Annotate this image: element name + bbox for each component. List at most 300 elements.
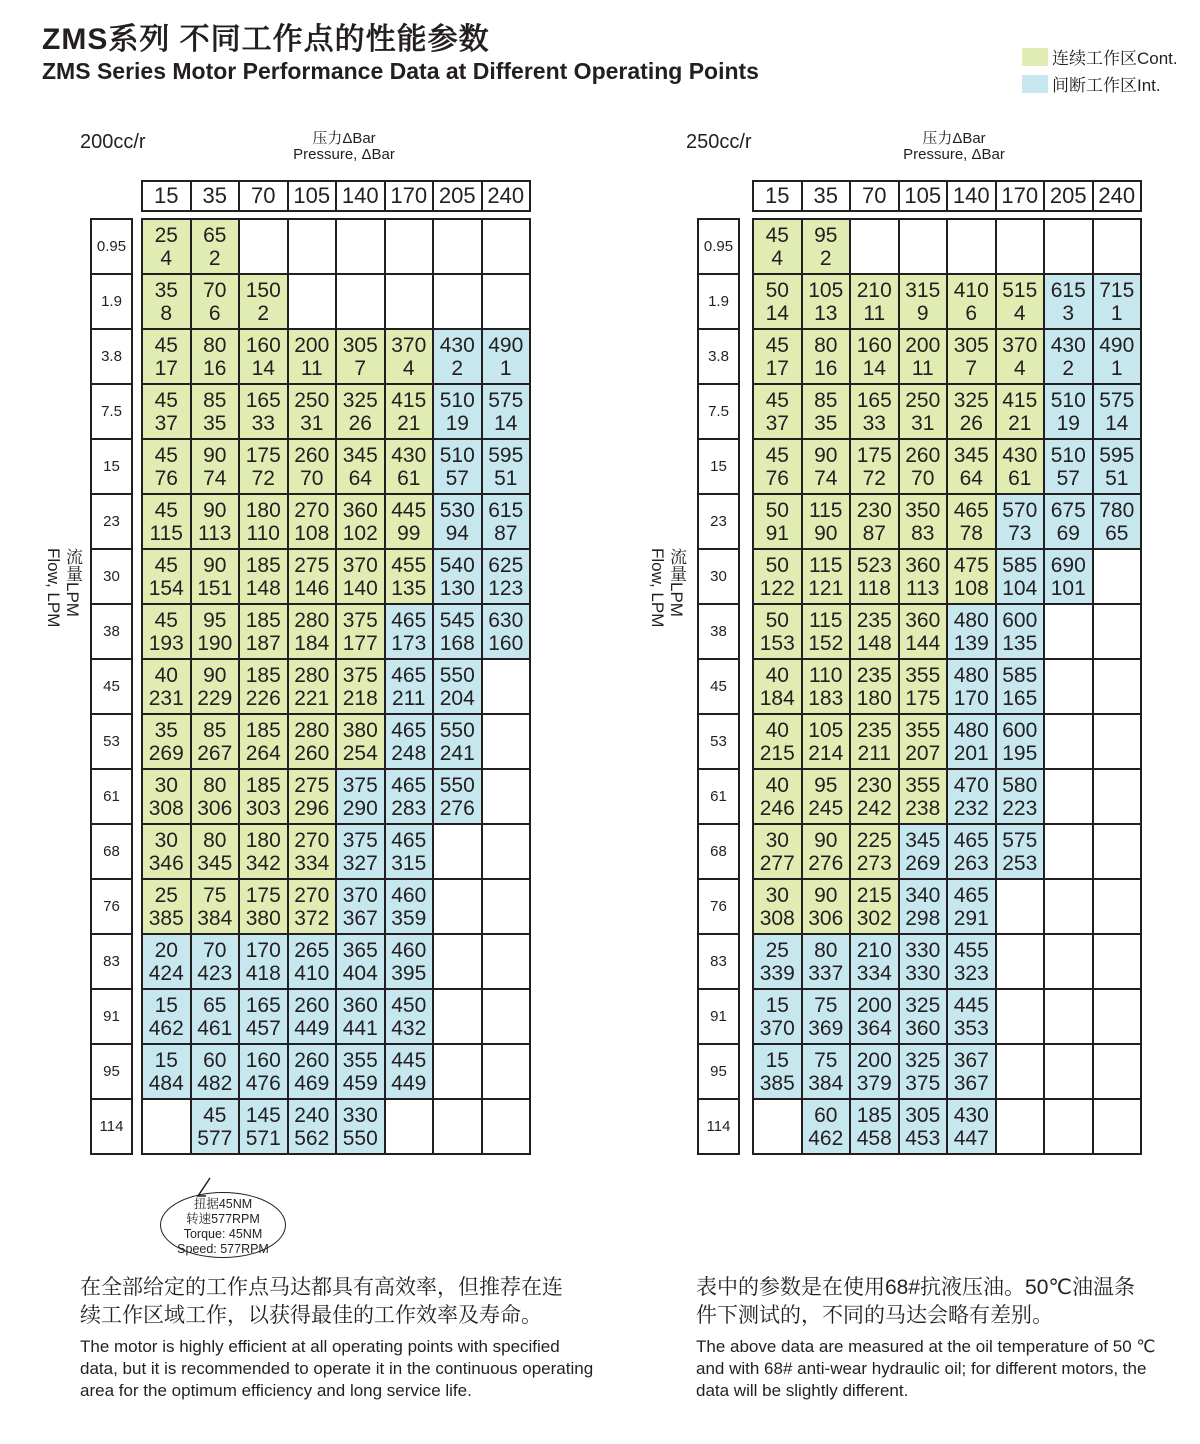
data-cell (239, 219, 288, 274)
torque-value: 45 (765, 223, 789, 247)
torque-value: 15 (765, 1048, 789, 1072)
torque-value: 375 (342, 773, 378, 797)
data-cell (899, 769, 948, 824)
torque-value: 60 (203, 1048, 227, 1072)
table-row (142, 329, 530, 384)
torque-value: 40 (765, 773, 789, 797)
data-cell (996, 549, 1045, 604)
speed-value: 135 (1002, 631, 1038, 655)
torque-value: 375 (342, 608, 378, 632)
data-cell (850, 879, 899, 934)
speed-value: 214 (808, 741, 844, 765)
torque-value: 545 (439, 608, 475, 632)
data-cell (802, 824, 851, 879)
pressure-cell: 170 (385, 181, 434, 211)
flow-row (698, 329, 739, 384)
speed-value: 231 (148, 686, 184, 710)
torque-value: 40 (154, 663, 178, 687)
torque-value: 380 (342, 718, 378, 742)
note-line: 续工作区域工作，以获得最佳的工作效率及寿命。 (80, 1304, 542, 1327)
torque-value: 345 (342, 443, 378, 467)
speed-value: 308 (759, 906, 795, 930)
data-cell (433, 604, 482, 659)
data-cell (482, 659, 531, 714)
data-cell (947, 439, 996, 494)
torque-value: 30 (765, 883, 789, 907)
torque-value: 480 (953, 608, 989, 632)
callout-line: Speed: 577RPM (177, 1242, 269, 1256)
speed-value: 223 (1002, 796, 1038, 820)
torque-value: 90 (814, 828, 838, 852)
data-cell (947, 549, 996, 604)
speed-value: 16 (814, 356, 838, 380)
speed-value: 146 (294, 576, 330, 600)
data-cell (239, 439, 288, 494)
data-cell (802, 219, 851, 274)
torque-value: 370 (342, 553, 378, 577)
data-cell (850, 549, 899, 604)
data-cell (191, 439, 240, 494)
torque-value: 80 (203, 333, 227, 357)
torque-value: 235 (856, 718, 892, 742)
table-row (142, 989, 530, 1044)
data-cell (1093, 219, 1142, 274)
table-row (753, 879, 1141, 934)
pressure-cell: 105 (899, 181, 948, 211)
data-cell (336, 989, 385, 1044)
torque-value: 75 (203, 883, 227, 907)
torque-value: 175 (245, 883, 281, 907)
speed-value: 108 (953, 576, 989, 600)
data-cell (1044, 769, 1093, 824)
data-cell (1044, 219, 1093, 274)
data-cell (433, 549, 482, 604)
torque-value: 210 (856, 938, 892, 962)
torque-value: 20 (154, 938, 178, 962)
pressure-cell: 205 (1044, 181, 1093, 211)
speed-value: 327 (342, 851, 378, 875)
table-row (753, 1044, 1141, 1099)
torque-value: 465 (953, 883, 989, 907)
speed-value: 462 (148, 1016, 184, 1040)
data-cell (142, 824, 191, 879)
data-cell (385, 934, 434, 989)
data-cell (191, 989, 240, 1044)
data-cell (996, 659, 1045, 714)
pressure-label-en: Pressure, ΔBar (293, 146, 395, 163)
flow-cell: 30 (698, 549, 739, 604)
data-cell (385, 494, 434, 549)
speed-value: 226 (245, 686, 281, 710)
speed-value: 218 (342, 686, 378, 710)
data-cell (482, 989, 531, 1044)
speed-value: 364 (856, 1016, 892, 1040)
data-cell (899, 1044, 948, 1099)
data-cell (482, 879, 531, 934)
speed-value: 115 (149, 521, 183, 545)
speed-value: 3 (1062, 301, 1075, 325)
torque-value: 45 (154, 443, 178, 467)
speed-value: 148 (856, 631, 892, 655)
torque-value: 260 (905, 443, 941, 467)
data-cell (947, 714, 996, 769)
data-cell (1093, 934, 1142, 989)
table-row (753, 219, 1141, 274)
flow-row (91, 824, 132, 879)
speed-value: 372 (294, 906, 330, 930)
data-cell (850, 604, 899, 659)
pressure-label-right (844, 131, 1064, 163)
speed-value: 303 (245, 796, 281, 820)
speed-value: 57 (1056, 466, 1080, 490)
torque-value: 185 (245, 553, 281, 577)
data-cell (1044, 989, 1093, 1044)
torque-value: 600 (1002, 718, 1038, 742)
data-cell (191, 824, 240, 879)
left-note-en: The motor is highly efficient at all operating points with specified data, but it is recommended to operate it in the continuous operating area for the optimum efficiency and long service life. (80, 1337, 594, 1400)
data-cell (899, 659, 948, 714)
torque-value: 465 (391, 828, 427, 852)
data-cell (142, 1099, 191, 1154)
torque-value: 25 (154, 883, 178, 907)
torque-value: 200 (856, 993, 892, 1017)
torque-value: 275 (294, 773, 330, 797)
flow-row (91, 384, 132, 439)
data-cell (1044, 439, 1093, 494)
speed-value: 449 (294, 1016, 330, 1040)
data-cell (288, 384, 337, 439)
torque-value: 80 (203, 773, 227, 797)
data-cell (385, 549, 434, 604)
data-cell (433, 494, 482, 549)
speed-value: 370 (759, 1016, 795, 1040)
torque-value: 265 (294, 938, 330, 962)
data-cell (142, 604, 191, 659)
data-cell (239, 549, 288, 604)
speed-value: 2 (208, 246, 221, 270)
speed-value: 16 (203, 356, 227, 380)
table-row (753, 494, 1141, 549)
torque-value: 325 (342, 388, 378, 412)
data-cell (996, 329, 1045, 384)
torque-value: 615 (488, 498, 524, 522)
data-cell (947, 989, 996, 1044)
torque-value: 490 (488, 333, 524, 357)
torque-value: 325 (905, 1048, 941, 1072)
data-cell (336, 604, 385, 659)
speed-value: 276 (439, 796, 475, 820)
speed-value: 168 (439, 631, 475, 655)
torque-value: 370 (1002, 333, 1038, 357)
callout-line: Torque: 45NM (183, 1227, 263, 1241)
flow-cell: 61 (698, 769, 739, 824)
torque-value: 375 (342, 828, 378, 852)
torque-value: 95 (814, 223, 838, 247)
pressure-cell: 170 (996, 181, 1045, 211)
speed-value: 144 (905, 631, 941, 655)
data-cell (850, 714, 899, 769)
table-row (753, 989, 1141, 1044)
data-cell (850, 934, 899, 989)
data-cell (482, 1044, 531, 1099)
data-cell (899, 329, 948, 384)
speed-value: 11 (911, 356, 934, 380)
data-cell (288, 1044, 337, 1099)
data-cell (288, 714, 337, 769)
torque-value: 50 (765, 498, 789, 522)
speed-value: 384 (808, 1071, 844, 1095)
speed-value: 180 (856, 686, 892, 710)
data-cell (239, 989, 288, 1044)
data-cell (996, 1099, 1045, 1154)
speed-value: 245 (808, 796, 844, 820)
torque-value: 230 (856, 498, 892, 522)
data-cell (482, 439, 531, 494)
torque-value: 80 (814, 938, 838, 962)
data-cell (1093, 1099, 1142, 1154)
speed-value: 4 (1013, 356, 1026, 380)
data-cell (899, 714, 948, 769)
data-cell (385, 824, 434, 879)
speed-value: 6 (965, 301, 978, 325)
torque-value: 455 (953, 938, 989, 962)
data-cell (947, 604, 996, 659)
speed-value: 296 (294, 796, 330, 820)
data-cell (1093, 439, 1142, 494)
pressure-label-left (234, 131, 454, 163)
torque-value: 15 (154, 1048, 178, 1072)
speed-value: 7 (965, 356, 978, 380)
torque-value: 235 (856, 663, 892, 687)
data-cell (433, 824, 482, 879)
torque-value: 50 (765, 553, 789, 577)
data-cell (191, 494, 240, 549)
speed-value: 457 (245, 1016, 281, 1040)
data-cell (899, 989, 948, 1044)
torque-value: 240 (294, 1103, 330, 1127)
torque-value: 170 (245, 938, 281, 962)
flow-cell: 68 (91, 824, 132, 879)
torque-value: 355 (905, 773, 941, 797)
torque-value: 675 (1050, 498, 1086, 522)
torque-value: 260 (294, 443, 330, 467)
flow-row (91, 879, 132, 934)
data-cell (850, 384, 899, 439)
speed-value: 447 (953, 1126, 989, 1150)
data-cell (288, 219, 337, 274)
data-cell (385, 439, 434, 494)
flow-cell: 15 (91, 439, 132, 494)
speed-value: 458 (856, 1126, 892, 1150)
speed-value: 76 (765, 466, 789, 490)
data-cell (1044, 1099, 1093, 1154)
speed-value: 459 (342, 1071, 378, 1095)
torque-value: 185 (245, 773, 281, 797)
table-row (753, 824, 1141, 879)
data-cell (239, 879, 288, 934)
torque-value: 105 (808, 718, 844, 742)
data-cell (899, 824, 948, 879)
torque-value: 475 (953, 553, 989, 577)
data-cell (336, 549, 385, 604)
data-cell (239, 494, 288, 549)
data-cell (802, 659, 851, 714)
data-cell (336, 934, 385, 989)
pressure-cell: 140 (336, 181, 385, 211)
torque-value: 185 (245, 718, 281, 742)
torque-value: 60 (814, 1103, 838, 1127)
data-cell (142, 659, 191, 714)
flow-row (698, 934, 739, 989)
torque-value: 355 (905, 663, 941, 687)
torque-value: 510 (1050, 443, 1086, 467)
torque-value: 595 (1099, 443, 1135, 467)
speed-value: 4 (1013, 301, 1026, 325)
table-row (753, 659, 1141, 714)
data-cell (753, 989, 802, 1044)
speed-value: 6 (208, 301, 221, 325)
flow-cell: 3.8 (91, 329, 132, 384)
data-cell (1044, 934, 1093, 989)
data-cell (433, 329, 482, 384)
torque-value: 160 (245, 333, 281, 357)
torque-value: 80 (203, 828, 227, 852)
data-cell (1044, 1044, 1093, 1099)
data-cell (239, 329, 288, 384)
torque-value: 215 (856, 883, 892, 907)
speed-value: 254 (342, 741, 378, 765)
speed-value: 404 (342, 961, 378, 985)
data-cell (142, 494, 191, 549)
data-cell (1044, 604, 1093, 659)
data-cell (288, 274, 337, 329)
torque-value: 250 (294, 388, 330, 412)
torque-value: 360 (905, 553, 941, 577)
speed-value: 74 (203, 466, 227, 490)
flow-cell: 7.5 (91, 384, 132, 439)
torque-value: 45 (154, 553, 178, 577)
torque-value: 345 (905, 828, 941, 852)
speed-value: 14 (1105, 411, 1129, 435)
torque-value: 180 (245, 498, 281, 522)
table-row (142, 439, 530, 494)
data-cell (482, 329, 531, 384)
data-cell (142, 329, 191, 384)
table-row (142, 714, 530, 769)
speed-value: 35 (814, 411, 838, 435)
torque-value: 460 (391, 938, 427, 962)
data-cell (1093, 769, 1142, 824)
torque-value: 580 (1002, 773, 1038, 797)
data-cell (802, 1044, 851, 1099)
callout-line: 转速577RPM (186, 1212, 260, 1226)
data-cell (191, 1099, 240, 1154)
flow-cell: 1.9 (91, 274, 132, 329)
data-cell (239, 1044, 288, 1099)
data-cell (996, 1044, 1045, 1099)
data-cell (385, 219, 434, 274)
torque-value: 595 (488, 443, 524, 467)
speed-value: 65 (1105, 521, 1129, 545)
data-cell (142, 879, 191, 934)
data-cell (191, 384, 240, 439)
data-cell (191, 274, 240, 329)
speed-value: 330 (905, 961, 941, 985)
data-cell (239, 769, 288, 824)
data-cell (288, 659, 337, 714)
speed-value: 359 (391, 906, 427, 930)
torque-value: 585 (1002, 663, 1038, 687)
speed-value: 207 (905, 741, 941, 765)
torque-value: 30 (765, 828, 789, 852)
pressure-cell: 240 (482, 181, 531, 211)
torque-value: 305 (342, 333, 378, 357)
torque-value: 185 (245, 608, 281, 632)
torque-value: 30 (154, 773, 178, 797)
flow-label-cn: 流量LPM (667, 548, 686, 617)
data-cell (1093, 604, 1142, 659)
data-cell (850, 1044, 899, 1099)
data-cell (1044, 879, 1093, 934)
data-cell (433, 439, 482, 494)
speed-value: 4 (160, 246, 173, 270)
torque-value: 465 (391, 718, 427, 742)
torque-value: 523 (856, 553, 892, 577)
speed-value: 17 (765, 356, 789, 380)
data-cell (850, 1099, 899, 1154)
speed-value: 7 (354, 356, 367, 380)
torque-value: 315 (905, 278, 941, 302)
speed-value: 31 (911, 411, 935, 435)
flow-column (90, 218, 133, 1155)
flow-row (91, 1099, 132, 1154)
speed-value: 51 (1105, 466, 1129, 490)
data-cell (433, 934, 482, 989)
torque-value: 465 (391, 663, 427, 687)
torque-value: 355 (342, 1048, 378, 1072)
torque-value: 85 (814, 388, 838, 412)
flow-cell: 91 (91, 989, 132, 1044)
speed-value: 2 (1062, 356, 1075, 380)
flow-label-right (648, 548, 686, 627)
data-cell (802, 329, 851, 384)
data-cell (482, 604, 531, 659)
flow-label-en: Flow, LPM (44, 548, 63, 628)
data-cell (191, 219, 240, 274)
speed-value: 461 (197, 1016, 233, 1040)
speed-value: 14 (251, 356, 275, 380)
torque-value: 80 (814, 333, 838, 357)
torque-value: 175 (245, 443, 281, 467)
data-cell (753, 1044, 802, 1099)
data-cell (996, 384, 1045, 439)
torque-value: 575 (1002, 828, 1038, 852)
speed-value: 211 (392, 686, 426, 710)
performance-table-250 (752, 218, 1142, 1155)
torque-value: 70 (203, 278, 227, 302)
pressure-label-cn: 压力ΔBar (312, 130, 376, 147)
torque-value: 45 (154, 333, 178, 357)
table-row (142, 274, 530, 329)
torque-value: 45 (154, 608, 178, 632)
data-cell (753, 384, 802, 439)
torque-value: 175 (856, 443, 892, 467)
data-cell (385, 659, 434, 714)
data-cell (1044, 659, 1093, 714)
flow-row (698, 439, 739, 494)
speed-value: 276 (808, 851, 844, 875)
data-cell (753, 604, 802, 659)
